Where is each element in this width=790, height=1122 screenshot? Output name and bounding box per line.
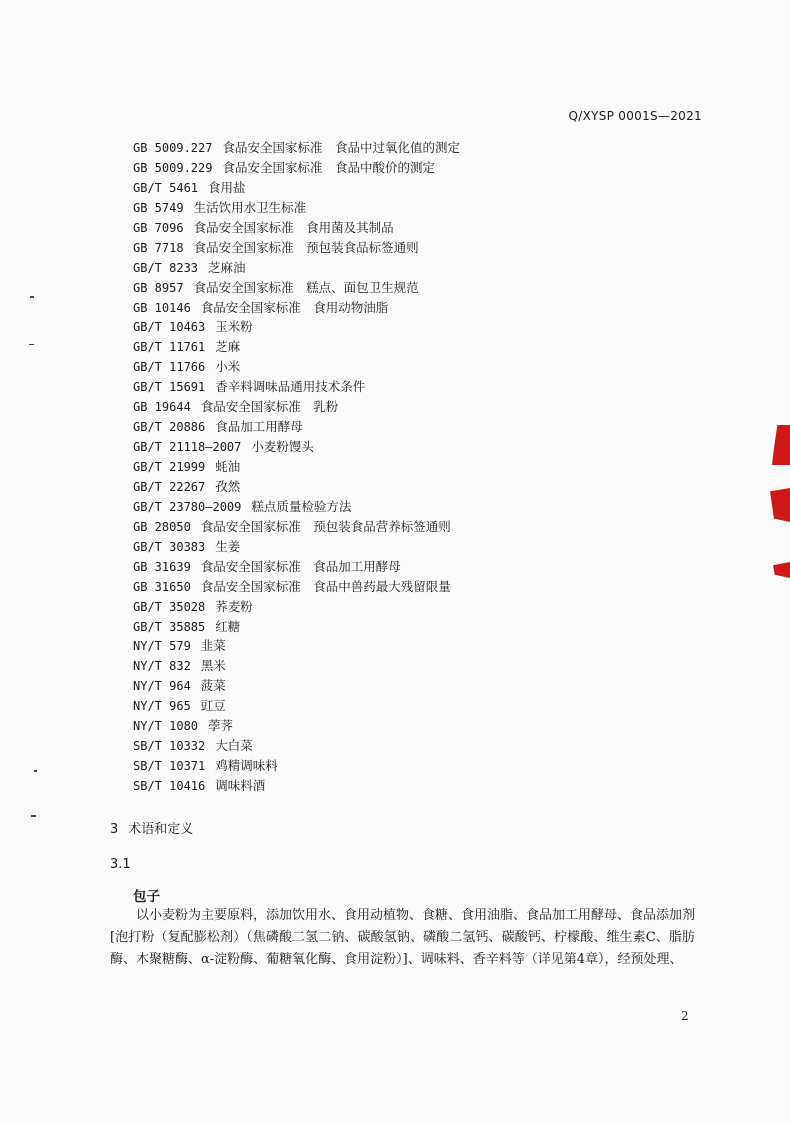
scan-mark — [29, 344, 34, 345]
reference-code: SB/T 10416 — [133, 779, 206, 793]
reference-code: GB/T 35885 — [133, 619, 206, 634]
definition-text: 以小麦粉为主要原料，添加饮用水、食用动植物、食糖、食用油脂、食品加工用酵母、食品添加剂[泡打粉（复配膨松剂）（焦磷酸二氢二钠、碳酸氢钠、磷酸二氢钙、碳酸钙、柠檬酸、维生素C、脂肪酶、木聚糖酶、α-淀粉酶、葡糖氧化酶、食用淀粉）]、调味料、香辛料等（详见第4章），经预处理、 — [110, 908, 696, 967]
reference-code: GB/T 5461 — [133, 180, 199, 195]
seal-fragment-top — [772, 425, 790, 465]
clause-number: 3.1 — [110, 857, 131, 872]
reference-title: 玉米粉 — [215, 319, 253, 335]
reference-code: GB/T 21999 — [133, 460, 206, 474]
reference-code: GB 31650 — [133, 579, 191, 594]
reference-code: GB/T 11761 — [133, 340, 206, 355]
reference-code: GB 31639 — [133, 559, 191, 574]
reference-item — [133, 696, 460, 716]
reference-item — [133, 437, 460, 457]
seal-fragment-middle — [770, 488, 790, 522]
section-title: 术语和定义 — [128, 822, 194, 837]
reference-title: 食用盐 — [208, 179, 246, 195]
reference-title: 菠菜 — [200, 678, 226, 694]
reference-title: 食品安全国家标准 糕点、面包卫生规范 — [193, 279, 419, 295]
reference-item — [133, 158, 460, 178]
reference-title: 香辛料调味品通用技术条件 — [215, 379, 366, 395]
reference-item — [133, 676, 460, 696]
reference-title: 蚝油 — [215, 459, 241, 474]
reference-title: 豇豆 — [200, 698, 226, 714]
reference-item — [133, 636, 460, 656]
document-code: Q/XYSP 0001S—2021 — [568, 109, 702, 123]
reference-item — [133, 417, 460, 437]
reference-item — [133, 278, 460, 298]
reference-code: GB/T 21118—2007 — [133, 440, 242, 455]
reference-title: 红糖 — [215, 618, 241, 634]
reference-title: 生活饮用水卫生标准 — [193, 199, 307, 215]
reference-item — [133, 138, 460, 158]
reference-title: 调味料酒 — [215, 778, 266, 793]
reference-code: GB 10146 — [133, 300, 191, 315]
reference-code: GB/T 22267 — [133, 479, 206, 494]
reference-code: GB/T 30383 — [133, 539, 206, 554]
reference-title: 黑米 — [200, 658, 226, 674]
reference-item — [133, 218, 460, 238]
reference-code: NY/T 1080 — [133, 719, 199, 734]
reference-title: 食品安全国家标准 乳粉 — [200, 399, 339, 415]
reference-item — [133, 756, 460, 776]
reference-item — [133, 357, 460, 377]
reference-code: NY/T 579 — [133, 639, 191, 654]
reference-title: 芝麻 — [215, 339, 241, 355]
reference-code: NY/T 832 — [133, 659, 191, 674]
reference-item — [133, 397, 460, 417]
reference-code: GB 8957 — [133, 280, 184, 295]
reference-title: 糕点质量检验方法 — [251, 498, 352, 514]
reference-code: GB/T 35028 — [133, 599, 206, 614]
reference-title: 荸荠 — [208, 718, 234, 734]
reference-item — [133, 298, 460, 318]
reference-item — [133, 517, 460, 537]
reference-title: 食品安全国家标准 预包装食品标签通则 — [193, 239, 419, 255]
reference-title: 小米 — [215, 359, 241, 375]
reference-item — [133, 736, 460, 756]
reference-item — [133, 258, 460, 278]
normative-references-list — [133, 138, 460, 796]
reference-item — [133, 178, 460, 198]
reference-item — [133, 317, 460, 337]
seal-fragment-bottom — [773, 562, 790, 578]
reference-title: 食品安全国家标准 食品加工用酵母 — [200, 558, 401, 574]
reference-code: GB/T 11766 — [133, 360, 206, 375]
reference-item — [133, 656, 460, 676]
page-number: 2 — [681, 1009, 689, 1023]
reference-code: GB 5009.229 — [133, 160, 213, 175]
scan-mark — [31, 815, 36, 817]
reference-code: SB/T 10371 — [133, 759, 206, 774]
reference-item — [133, 597, 460, 617]
reference-title: 食品安全国家标准 预包装食品营养标签通则 — [200, 518, 451, 534]
reference-code: NY/T 964 — [133, 679, 191, 694]
reference-title: 食品安全国家标准 食品中过氧化值的测定 — [222, 140, 460, 155]
reference-item — [133, 716, 460, 736]
reference-code: GB 5749 — [133, 200, 184, 215]
reference-item — [133, 497, 460, 517]
reference-item — [133, 238, 460, 258]
reference-title: 芝麻油 — [208, 259, 246, 275]
scan-mark — [34, 770, 37, 772]
section-number: 3 — [110, 822, 119, 837]
reference-code: GB/T 23780—2009 — [133, 499, 242, 514]
reference-item — [133, 557, 460, 577]
reference-title: 大白菜 — [215, 738, 253, 754]
scan-mark — [30, 296, 34, 298]
reference-item — [133, 457, 460, 477]
reference-code: GB 28050 — [133, 519, 191, 534]
reference-code: GB/T 15691 — [133, 380, 206, 395]
reference-title: 鸡精调味料 — [215, 758, 278, 774]
reference-code: NY/T 965 — [133, 699, 191, 714]
reference-code: GB/T 8233 — [133, 260, 199, 275]
reference-item — [133, 577, 460, 597]
reference-code: SB/T 10332 — [133, 739, 206, 754]
reference-item — [133, 198, 460, 218]
reference-code: GB 7096 — [133, 220, 184, 235]
reference-title: 食品加工用酵母 — [215, 419, 303, 435]
term-definition — [110, 905, 695, 971]
reference-code: GB 19644 — [133, 400, 191, 415]
reference-title: 食品安全国家标准 食品中兽药最大残留限量 — [200, 578, 451, 594]
reference-title: 食品安全国家标准 食用动物油脂 — [200, 299, 389, 315]
reference-title: 荞麦粉 — [215, 598, 253, 614]
reference-item — [133, 537, 460, 557]
reference-title: 韭菜 — [200, 638, 226, 654]
reference-title: 食品安全国家标准 食用菌及其制品 — [193, 219, 394, 235]
reference-item — [133, 617, 460, 637]
reference-title: 孜然 — [215, 478, 241, 494]
reference-title: 生姜 — [215, 538, 241, 554]
reference-item — [133, 776, 460, 796]
reference-item — [133, 477, 460, 497]
reference-item — [133, 377, 460, 397]
term-title: 包子 — [133, 889, 160, 905]
reference-code: GB 7718 — [133, 240, 184, 255]
reference-code: GB/T 20886 — [133, 420, 206, 435]
reference-item — [133, 337, 460, 357]
reference-title: 食品安全国家标准 食品中酸价的测定 — [222, 159, 435, 175]
reference-code: GB 5009.227 — [133, 141, 213, 155]
section-heading — [110, 818, 193, 837]
reference-code: GB/T 10463 — [133, 320, 206, 335]
reference-title: 小麦粉馒头 — [251, 439, 314, 455]
